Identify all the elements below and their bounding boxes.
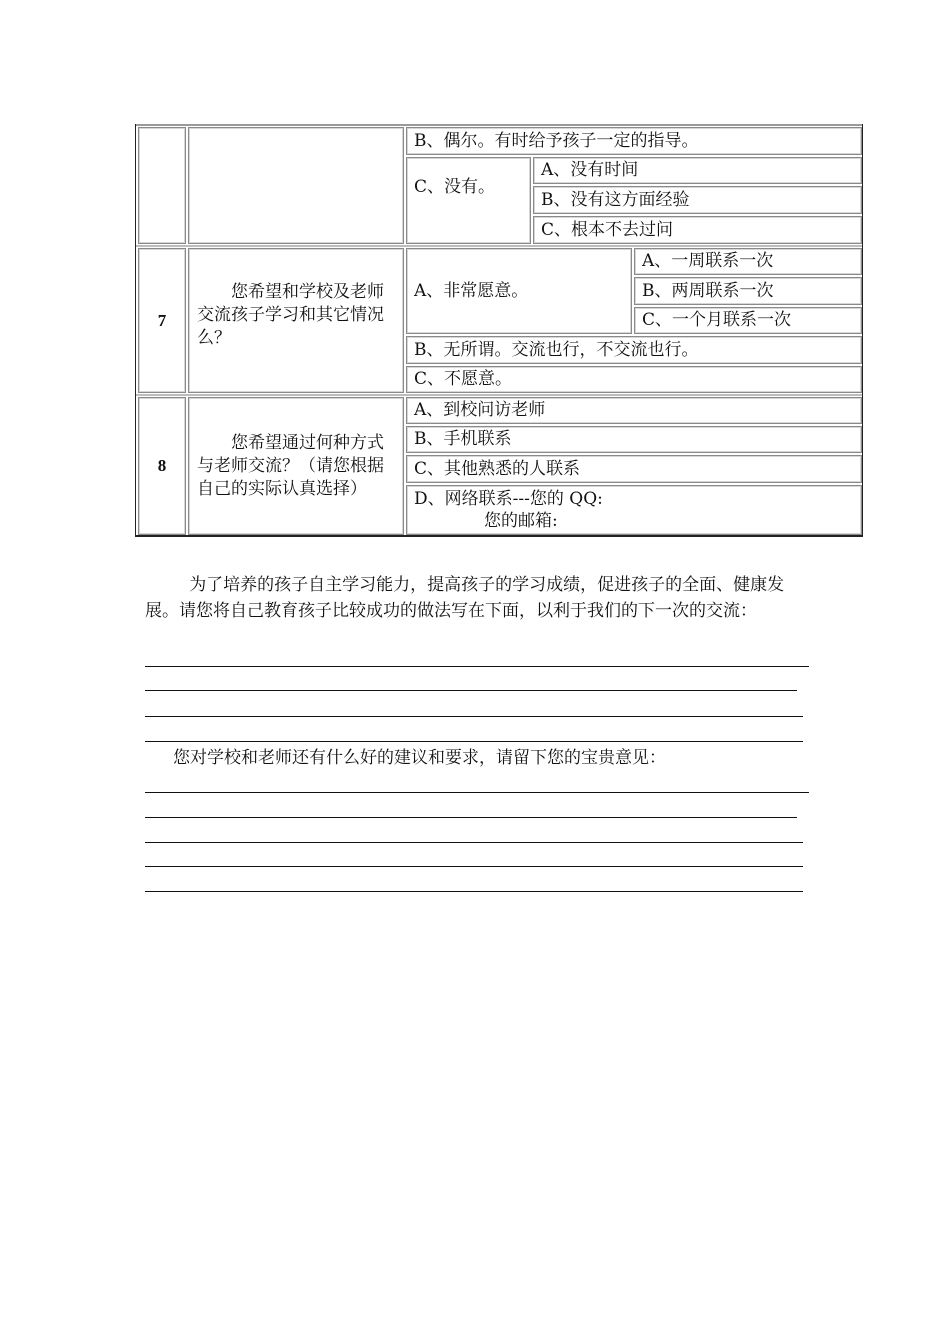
q6-option-c-sub-c: C、根本不去过问	[533, 216, 862, 244]
q8-option-d-email: 您的邮箱:	[484, 511, 558, 531]
answer-line[interactable]	[145, 741, 803, 742]
q8-number: 8	[138, 397, 186, 535]
answer-line[interactable]	[145, 690, 797, 691]
q6-option-c-sub-a: A、没有时间	[533, 157, 862, 184]
q8-option-c: C、其他熟悉的人联系	[406, 455, 862, 483]
q6-option-c: C、没有。	[406, 157, 531, 244]
q7-option-a-sub-a: A、一周联系一次	[634, 248, 862, 275]
answer-line[interactable]	[145, 891, 803, 892]
answer-line[interactable]	[145, 866, 803, 867]
q7-option-c: C、不愿意。	[406, 366, 862, 393]
q7-question: 您希望和学校及老师交流孩子学习和其它情况么？	[188, 248, 404, 393]
q6-option-c-sub-b: B、没有这方面经验	[533, 186, 862, 214]
answer-line[interactable]	[145, 842, 803, 843]
q7-option-a-sub-b: B、两周联系一次	[634, 277, 862, 305]
q8-option-b: B、手机联系	[406, 426, 862, 453]
answer-line[interactable]	[145, 666, 809, 667]
q7-option-a: A、非常愿意。	[406, 248, 632, 334]
answer-line[interactable]	[145, 817, 797, 818]
q7-option-b: B、无所谓。交流也行，不交流也行。	[406, 336, 862, 364]
survey-table	[135, 124, 863, 537]
q8-option-d	[406, 485, 862, 535]
q8-option-a: A、到校问访老师	[406, 397, 862, 424]
q6-option-b: B、偶尔。有时给予孩子一定的指导。	[406, 127, 862, 155]
q8-option-d-qq: D、网络联系---您的 QQ:	[414, 489, 603, 509]
q7-number: 7	[138, 248, 186, 393]
paragraph-suggestions: 您对学校和老师还有什么好的建议和要求，请留下您的宝贵意见：	[173, 748, 666, 768]
q7-option-a-sub-c: C、一个月联系一次	[634, 307, 862, 334]
answer-line[interactable]	[145, 716, 803, 717]
q6-question-cell	[188, 127, 404, 244]
q8-question: 您希望通过何种方式与老师交流？（请您根据自己的实际认真选择）	[188, 397, 404, 535]
paragraph-good-practices: 为了培养的孩子自主学习能力，提高孩子的学习成绩，促进孩子的全面、健康发展。请您将自己教育孩子比较成功的做法写在下面，以利于我们的下一次的交流：	[145, 575, 785, 621]
answer-line[interactable]	[145, 792, 809, 793]
q6-number-cell	[138, 127, 186, 244]
